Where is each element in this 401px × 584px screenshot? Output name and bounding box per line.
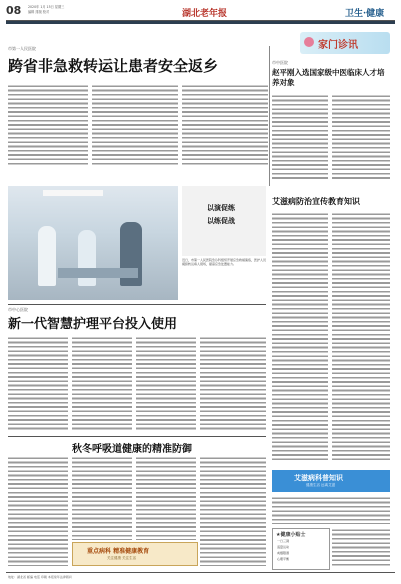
photo-caption: 近日，市第一人民医院急诊科组织开展应急救援演练，医护人员模拟转运病人现场，提高应急处置能力。 (182, 258, 267, 267)
article5-body-col3 (136, 456, 196, 540)
aids-info-box (272, 470, 390, 492)
page-number: 08 (6, 4, 22, 17)
header-accent-bar (6, 21, 395, 24)
photo-ceiling-light (43, 190, 103, 196)
aids-box-title: 艾滋病科普知识 (294, 474, 343, 482)
article4-body-col4 (200, 336, 266, 430)
feature-line2: 以练促战 (207, 216, 235, 225)
article4-top-rule (8, 304, 266, 305)
health-tips-box (272, 528, 330, 570)
article5-headline: 秋冬呼吸道健康的精准防御 (72, 444, 192, 455)
issue-editors: 编辑 排版 校对 (28, 10, 50, 14)
article1-body-col2 (92, 84, 178, 166)
banner-text: 家门诊讯 (318, 40, 358, 51)
feature-line1: 以演促练 (207, 203, 235, 212)
article3-body-col2 (332, 212, 390, 460)
article2-headline: 赵平刚入选国家级中医临床人才培养对象 (272, 68, 385, 87)
footer-rule (6, 572, 395, 573)
photo-stretcher (58, 268, 138, 278)
article5-top-rule (8, 436, 266, 437)
article3-tail (272, 496, 390, 524)
tips-line-4: 心理平衡 (277, 557, 290, 561)
aids-box-subtitle: 健康生活 远离艾滋 (306, 483, 336, 487)
article5-body-col4 (200, 456, 266, 566)
article2-body-col2 (332, 94, 390, 180)
tips-line-1: 一日三餐 (277, 539, 290, 543)
article2-kicker: 市中医院 (272, 60, 288, 65)
newspaper-brand: 湖北老年报 (182, 9, 228, 19)
feature-side-box (182, 186, 266, 256)
article4-body-col3 (136, 336, 196, 430)
clinic-banner (300, 32, 390, 54)
photo-figure-nurse1 (38, 226, 56, 286)
section-title: 卫生·健康 (345, 9, 385, 19)
ad-title: 重点病科 精准健康教育 (87, 548, 150, 555)
article3-body-col1 (272, 212, 328, 460)
hospital-photo (8, 186, 178, 300)
tips-title: ★健康小贴士 (276, 532, 306, 538)
column-divider-right (269, 46, 270, 186)
article2-body-col1 (272, 94, 328, 180)
article4-body-col2 (72, 336, 132, 430)
flower-icon (304, 37, 314, 47)
tips-line-2: 适量运动 (277, 545, 290, 549)
health-ad-box (72, 542, 198, 566)
article1-body-col1 (8, 84, 88, 166)
article1-kicker: 市第一人民医院 (8, 46, 36, 51)
tips-side-text (332, 528, 390, 568)
ad-subtitle: 关注健康 关注生活 (107, 556, 137, 560)
issue-date: 2020年 1月 15日 星期三 (28, 5, 65, 9)
footer-text: 地址：湖北省 邮编 电话 印刷 本报常年法律顾问 (8, 575, 72, 579)
article5-body-col2 (72, 456, 132, 540)
article4-headline: 新一代智慧护理平台投入使用 (8, 317, 178, 332)
article5-body-col1 (8, 456, 68, 566)
tips-line-3: 戒烟限酒 (277, 551, 290, 555)
article4-kicker: 市中心医院 (8, 307, 28, 312)
article1-headline: 跨省非急救转运让患者安全返乡 (8, 57, 219, 75)
article3-headline: 艾滋病防治宣传教育知识 (272, 196, 360, 206)
article1-body-col3 (182, 84, 268, 166)
article4-body-col1 (8, 336, 68, 430)
